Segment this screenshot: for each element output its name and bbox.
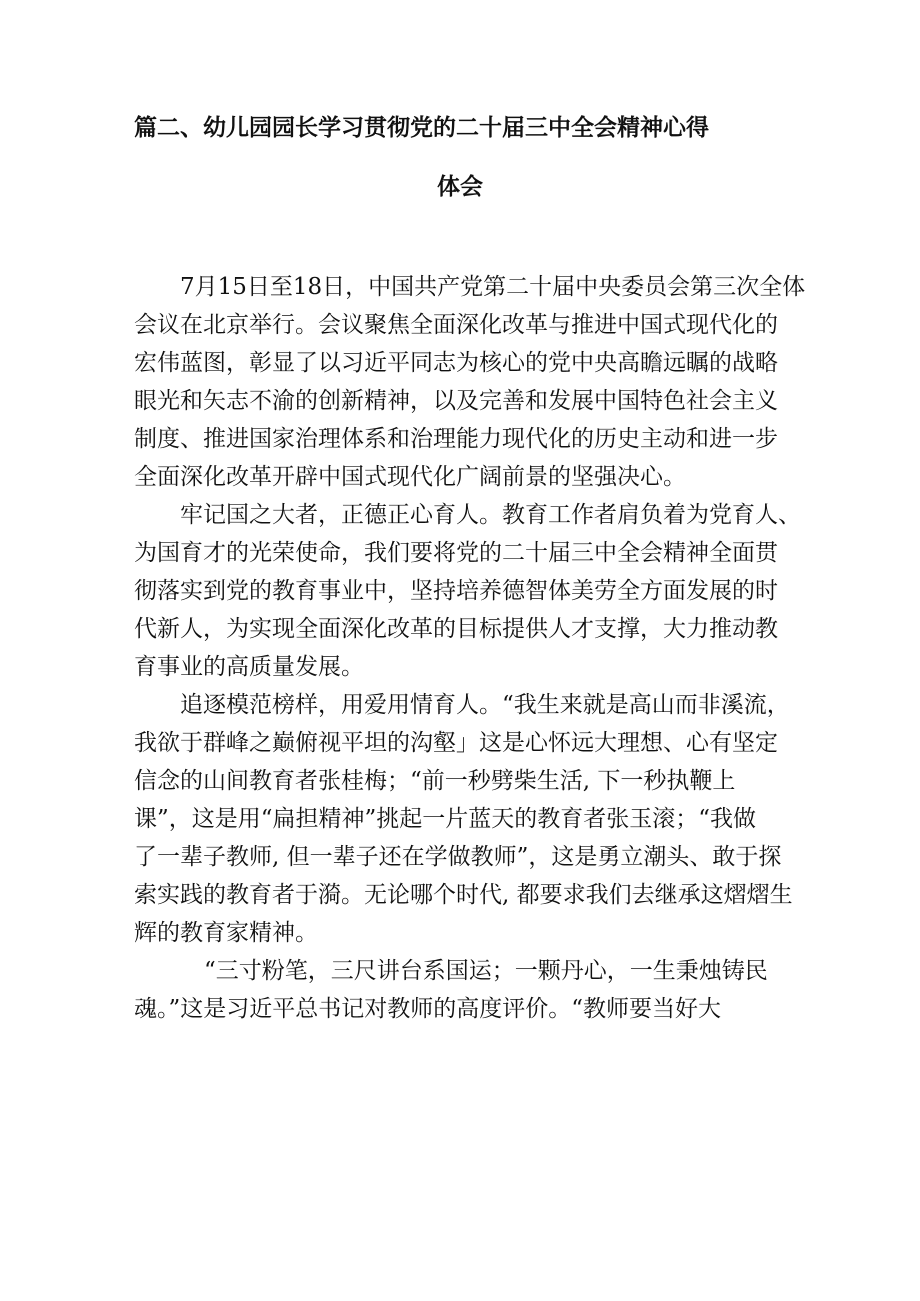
paragraph-line: 我欲于群峰之巅俯视平坦的沟壑」这是心怀远大理想、心有坚定 <box>134 730 778 756</box>
paragraph-line: 为国育才的光荣使命，我们要将党的二十届三中全会精神全面贯 <box>134 540 778 566</box>
paragraph-1 <box>134 268 806 496</box>
paragraph-line: 宏伟蓝图，彰显了以习近平同志为核心的党中央高瞻远瞩的战略 <box>134 350 778 376</box>
paragraph-line: 彻落实到党的教育事业中，坚持培养德智体美劳全方面发展的时 <box>134 578 778 604</box>
paragraph-line: 育事业的高质量发展。 <box>134 654 364 680</box>
paragraph-line: 魂。”这是习近平总书记对教师的高度评价。“教师要当好大 <box>134 996 722 1022</box>
paragraph-line: 全面深化改革开辟中国式现代化广阔前景的坚强决心。 <box>134 464 686 490</box>
paragraph-line: 辉的教育家精神。 <box>134 920 318 946</box>
paragraph-line: 课”，这是用“扁担精神”挑起一片蓝天的教育者张玉滚；“我做 <box>134 806 757 832</box>
document-title-line-2: 体会 <box>437 174 483 200</box>
paragraph-line: 代新人，为实现全面深化改革的目标提供人才支撑，大力推动教 <box>134 616 778 642</box>
paragraph-line: 制度、推进国家治理体系和治理能力现代化的历史主动和进一步 <box>134 426 778 452</box>
paragraph-3 <box>134 686 794 952</box>
paragraph-line: 索实践的教育者于漪。无论哪个时代, 都要求我们去继承这熠熠生 <box>134 882 793 908</box>
paragraph-line: 眼光和矢志不渝的创新精神，以及完善和发展中国特色社会主义 <box>134 388 778 414</box>
document-title-line-1: 篇二、幼儿园园长学习贯彻党的二十届三中全会精神心得 <box>134 115 709 141</box>
paragraph-line: 7月15日至18日，中国共产党第二十届中央委员会第三次全体 <box>180 274 806 300</box>
paragraph-2 <box>134 496 801 686</box>
paragraph-line: 会议在北京举行。会议聚焦全面深化改革与推进中国式现代化的 <box>134 312 778 338</box>
paragraph-line: 信念的山间教育者张桂梅；“前一秒劈柴生活, 下一秒执鞭上 <box>134 768 736 794</box>
paragraph-line: 了一辈子教师, 但一辈子还在学做教师”，这是勇立潮头、敢于探 <box>134 844 782 870</box>
document-body <box>134 268 806 1028</box>
paragraph-line: 追逐模范榜样，用爱用情育人。“我生来就是高山而非溪流， <box>180 692 790 718</box>
paragraph-line: 牢记国之大者，正德正心育人。教育工作者肩负着为党育人、 <box>180 502 801 528</box>
paragraph-4 <box>134 952 794 1028</box>
paragraph-line: “三寸粉笔，三尺讲台系国运；一颗丹心，一生秉烛铸民 <box>204 958 768 984</box>
